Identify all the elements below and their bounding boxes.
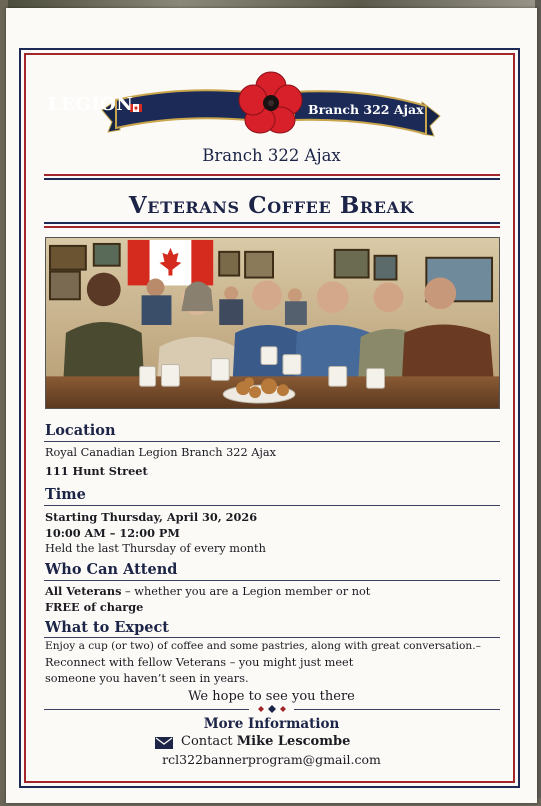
banner-branch-text: Branch 322 Ajax [308, 102, 424, 117]
expect-line-2: Reconnect with fellow Veterans – you might just meet [45, 656, 354, 669]
location-rule [44, 441, 500, 442]
location-heading: Location [45, 422, 116, 439]
closing-text: We hope to see you there [188, 689, 355, 704]
veterans-photo [45, 237, 500, 409]
envelope-icon [155, 737, 173, 749]
title-rule-top-red [44, 174, 500, 176]
contact-name: Mike Lescombe [236, 734, 351, 749]
expect-line-3: someone you haven’t seen in years. [45, 672, 249, 685]
time-line-2: 10:00 AM – 12:00 PM [45, 526, 180, 540]
who-heading: Who Can Attend [45, 561, 178, 578]
diamond-divider-icon [254, 704, 290, 714]
who-rule [44, 580, 500, 581]
banner-legion-text: LEGION [48, 94, 134, 115]
main-title [6, 192, 537, 219]
title-rule-bottom-navy [44, 222, 500, 224]
title-rule-bottom-red [44, 226, 500, 228]
more-info-heading: More Information [203, 716, 340, 732]
contact-prefix: Contact [181, 734, 233, 749]
divider-right [294, 709, 500, 710]
time-heading: Time [45, 486, 86, 503]
title-rule-top-navy [44, 178, 500, 180]
contact-line [181, 734, 350, 749]
expect-line-1: Enjoy a cup (or two) of coffee and some pastries, along with great conversation.– [45, 640, 481, 652]
who-line-2: FREE of charge [45, 600, 144, 614]
poster [6, 8, 537, 803]
branch-title: Branch 322 Ajax [202, 146, 341, 165]
divider-left [44, 709, 249, 710]
main-title-text: Veterans Coffee Break [128, 192, 415, 219]
expect-rule [44, 637, 500, 638]
time-line-3: Held the last Thursday of every month [45, 542, 266, 555]
who-line-1-bold: All Veterans [45, 584, 122, 598]
location-line-1: Royal Canadian Legion Branch 322 Ajax [45, 446, 276, 459]
time-rule [44, 505, 500, 506]
poppy-icon [238, 70, 304, 136]
expect-heading: What to Expect [45, 619, 169, 636]
location-line-2: 111 Hunt Street [45, 464, 148, 478]
who-line-1 [45, 584, 370, 598]
time-line-1: Starting Thursday, April 30, 2026 [45, 510, 258, 524]
contact-email[interactable]: rcl322bannerprogram@gmail.com [162, 752, 381, 767]
who-line-1-rest: – whether you are a Legion member or not [121, 585, 371, 598]
